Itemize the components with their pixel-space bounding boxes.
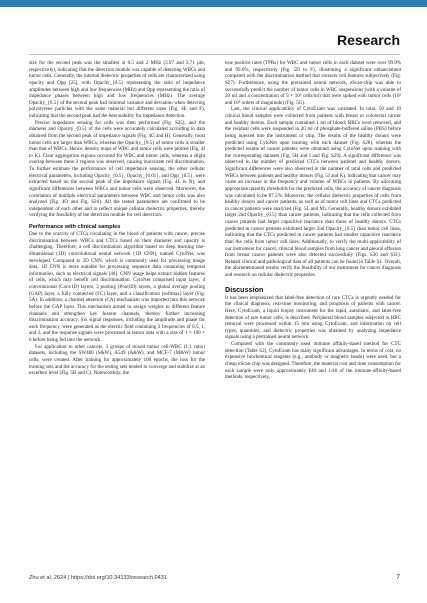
citation: Zhu et al. 2024 | https://doi.org/10.34133/research.0431 — [29, 575, 167, 581]
paragraph: Due to the scarcity of CTCs circulating in the blood of patients with cancer, precise discrimination between WBCs and CTCs based on their diameter and opacity is challenging. Therefore, a cell discrimination algorithm based on deep learning one-dimensional (1D) convolutional neural network (1D CNN), named CytoNet, was developed. Compared to 2D CNN, which is commonly used for processing image data, 1D CNN is more suitable for processing sequence data containing temporal information, such as electrical signals [46]. CNN usage helps extract hidden features of cells, which may benefit cell discrimination. CytoNet comprised input layer, 4 convolutional (Conv1D) layers, 3 pooling (Pool1D) layers, a global average pooling (GAP) layer, a fully connected (FC) layer, and a classification (softmax) layer (Fig. 5A). In addition, a channel attention (CA) mechanism was imported into this network before the GAP layer. This mechanism aimed to assign weights to different feature channels and strengthen key feature channels, thereby further increasing discrimination accuracy. Six signal responses, including the amplitude and phase for each frequency, were generated as the electric field containing 3 frequencies of 0.5, 1, and 2, and the response signals were processed as tensor data with a size of 1 × 100 × 6 before being fed into the network. — [29, 231, 205, 343]
paragraph: Last, the clinical applicability of CytoExam was validated. In total, 50 and 10 clinical blood samples were collected from patients with breast or colorectal cancer and healthy donors. Each sample contained 1 ml of blood; RBCs were removed, and the residual cells were suspended in 20 ml of phosphate-buffered saline (PBS) before being injected into the instrument or chip. The results of the healthy donors were predicted using CytoNet upon training with each dataset (Fig. S28), whereas the predicted results of cancer patients were obtained using CytoNet upon training with the corresponding datasets (Fig. 5H and I and Fig. S29). A significant difference was observed in the number of predicted CTCs between patients and healthy donors. Significant differences were also observed in the number of total cells and predicted WBCs between patients and healthy donors (Fig. 5J and K), indicating that cancer may cause an increase in the frequency and volume of WBCs in patients. By allocating appropriate quantity thresholds for the predicted cells, the accuracy of cancer diagnosis was calculated to be 87.5%. Moreover, the cellular dielectric properties of cells from healthy donors and cancer patients, as well as of tumor cell lines and CTCs predicted in cancer patients were analyzed (Fig. 5L and M). Generally, healthy donors exhibited larger 2nd Opacity_{0.5} than cancer patients, indicating that the cells collected from cancer patients had larger capacitive reactance than those of healthy donors. CTCs predicted in cancer patients exhibited larger 2nd Opacity_{0.5} than tumor cell lines, indicating that the CTCs predicted in cancer patients had smaller capacitive reactance than the cells from tumor cell lines. Additionally, to verify the multi-applicability of our instrument for cancer, clinical blood samples from lung cancer and pleural effusion from breast cancer patients were also detected successfully (Figs. S30 and S31). Related clinical and pathological data of all patients can be found in Table S1. Overall, the aforementioned results verify the feasibility of our instrument for cancer diagnosis and research on cellular dielectric properties. — [225, 106, 401, 278]
paragraph: Precise impedance sensing for cells was then performed (Fig. S25), and the diameter and Opacity_{0.5} of the cells were accurately calculated according to data obtained from the second peak of impedance signals (Fig. 4G and H). Generally, most tumor cells are larger than WBCs, whereas the Opacity_{0.5} of tumor cells is smaller than that of WBCs. Hence, density maps of WBC and tumor cells were plotted (Fig. 4I to K). Clear aggregation regions occurred for WBC and tumor cells, whereas a slight overlap between these 2 regions was observed, causing inaccurate cell discrimination. To further estimate the performance of cell impedance sensing, the other cellular electrical parameters, including Opacity_{0.5}, Opacity_{0.01}, and Opp_{0.5}, were extracted based on the second peak of the impedance signals (Fig. 4L to N), and significant differences between WBCs and tumor cells were observed. Moreover, the correlation of multiple electrical parameters between WBC and tumor cells was also analyzed (Fig. 4O and Fig. S26). All the tested parameters are confirmed to be independent of each other and to reflect unique cellular dielectric properties, thereby verifying the feasibility of the detection module for cell detection. — [29, 119, 205, 219]
section-heading: Discussion — [225, 284, 264, 294]
journal-title: Research — [336, 32, 400, 48]
page-number: 7 — [396, 574, 400, 581]
right-column — [225, 60, 401, 568]
left-column — [29, 60, 205, 568]
header-divider — [29, 54, 400, 55]
paragraph: For application to other cancers, 3 groups of mixed tumor cell-WBC (1:1 ratio) datasets, including the SW480 (S&W), A549 (A&W), and MCF-7 (M&W) tumor cells, were created. After training for approximately 100 epochs, the loss for the training sets and the accuracy for the testing sets tended to converge and stabilize at an excellent level (Fig. 5B and C). Noteworthily, the — [29, 343, 205, 377]
paragraph: Compared with the commonly used immune affinity-based method for CTC detection (Table S2), CytoExam has many significant advantages. In terms of cost, no expensive biochemical reagents (e.g., antibody or magnetic beads) were used, but a cheap eScan-chip was designed. Therefore, the material cost and time consumption for each sample were only approximately ¥40 and 1/40 of the immune-affinity-based methods, respectively, — [225, 341, 401, 381]
top-accent-bar — [0, 0, 427, 7]
paragraph: It has been emphasized that label-free detection of rare CTCs is urgently needed for the clinical diagnosis, real-time monitoring, and prognosis of patients with cancer. Here, CytoExam, a liquid biopsy instrument for the rapid, automatic, and label-free detection of rare tumor cells, is described. Peripheral blood samples subjected to RBC removal were processed within 15 min using CytoExam, and information on cell types, quantities, and dielectric properties was obtained by analyzing impedance signals using a pretrained neural network. — [225, 294, 401, 341]
paragraph: size for the second peak was the smallest at 0.5 and 2 MHz (3.97 and 3.71 μm, respectively), indicating that the detection module was capable of detecting WBCs and tumor cells. Generally, the internal dielectric properties of cells are characterized using opacity and Opp [25], with Opacity_{0.5} representing the ratio of impedance amplitudes between high and low frequencies (MHz) and Opp representing the ratio of impedance phases between high and low frequencies (MHz). The average Opacity_{0.5} of the second peak had minimal variance and deviation when detecting polystyrene particles with the same material but different sizes (Fig. 4E and F), indicating that the second peak had the best stability for impedance detection. — [29, 60, 205, 119]
section-heading: Performance with clinical samples — [29, 224, 121, 230]
paragraph: true positive rates (TPRs) for WBC and tumor cells in each dataset were over 99.9% and 99.6%, respectively (Fig. 5D to F), illustrating a significant enhancement compared with the discrimination method that extracts cell features subjectively (Fig. S27). Furthermore, using the pretrained neural network, eScan-chip was able to successfully predict the number of tumor cells in WBC suspensions (with a volume of 20 ml and a concentration of 5 × 10⁶ cells/ml) that were spiked with tumor cells (10² and 10⁵ orders of magnitude) (Fig. 5G). — [225, 60, 401, 106]
